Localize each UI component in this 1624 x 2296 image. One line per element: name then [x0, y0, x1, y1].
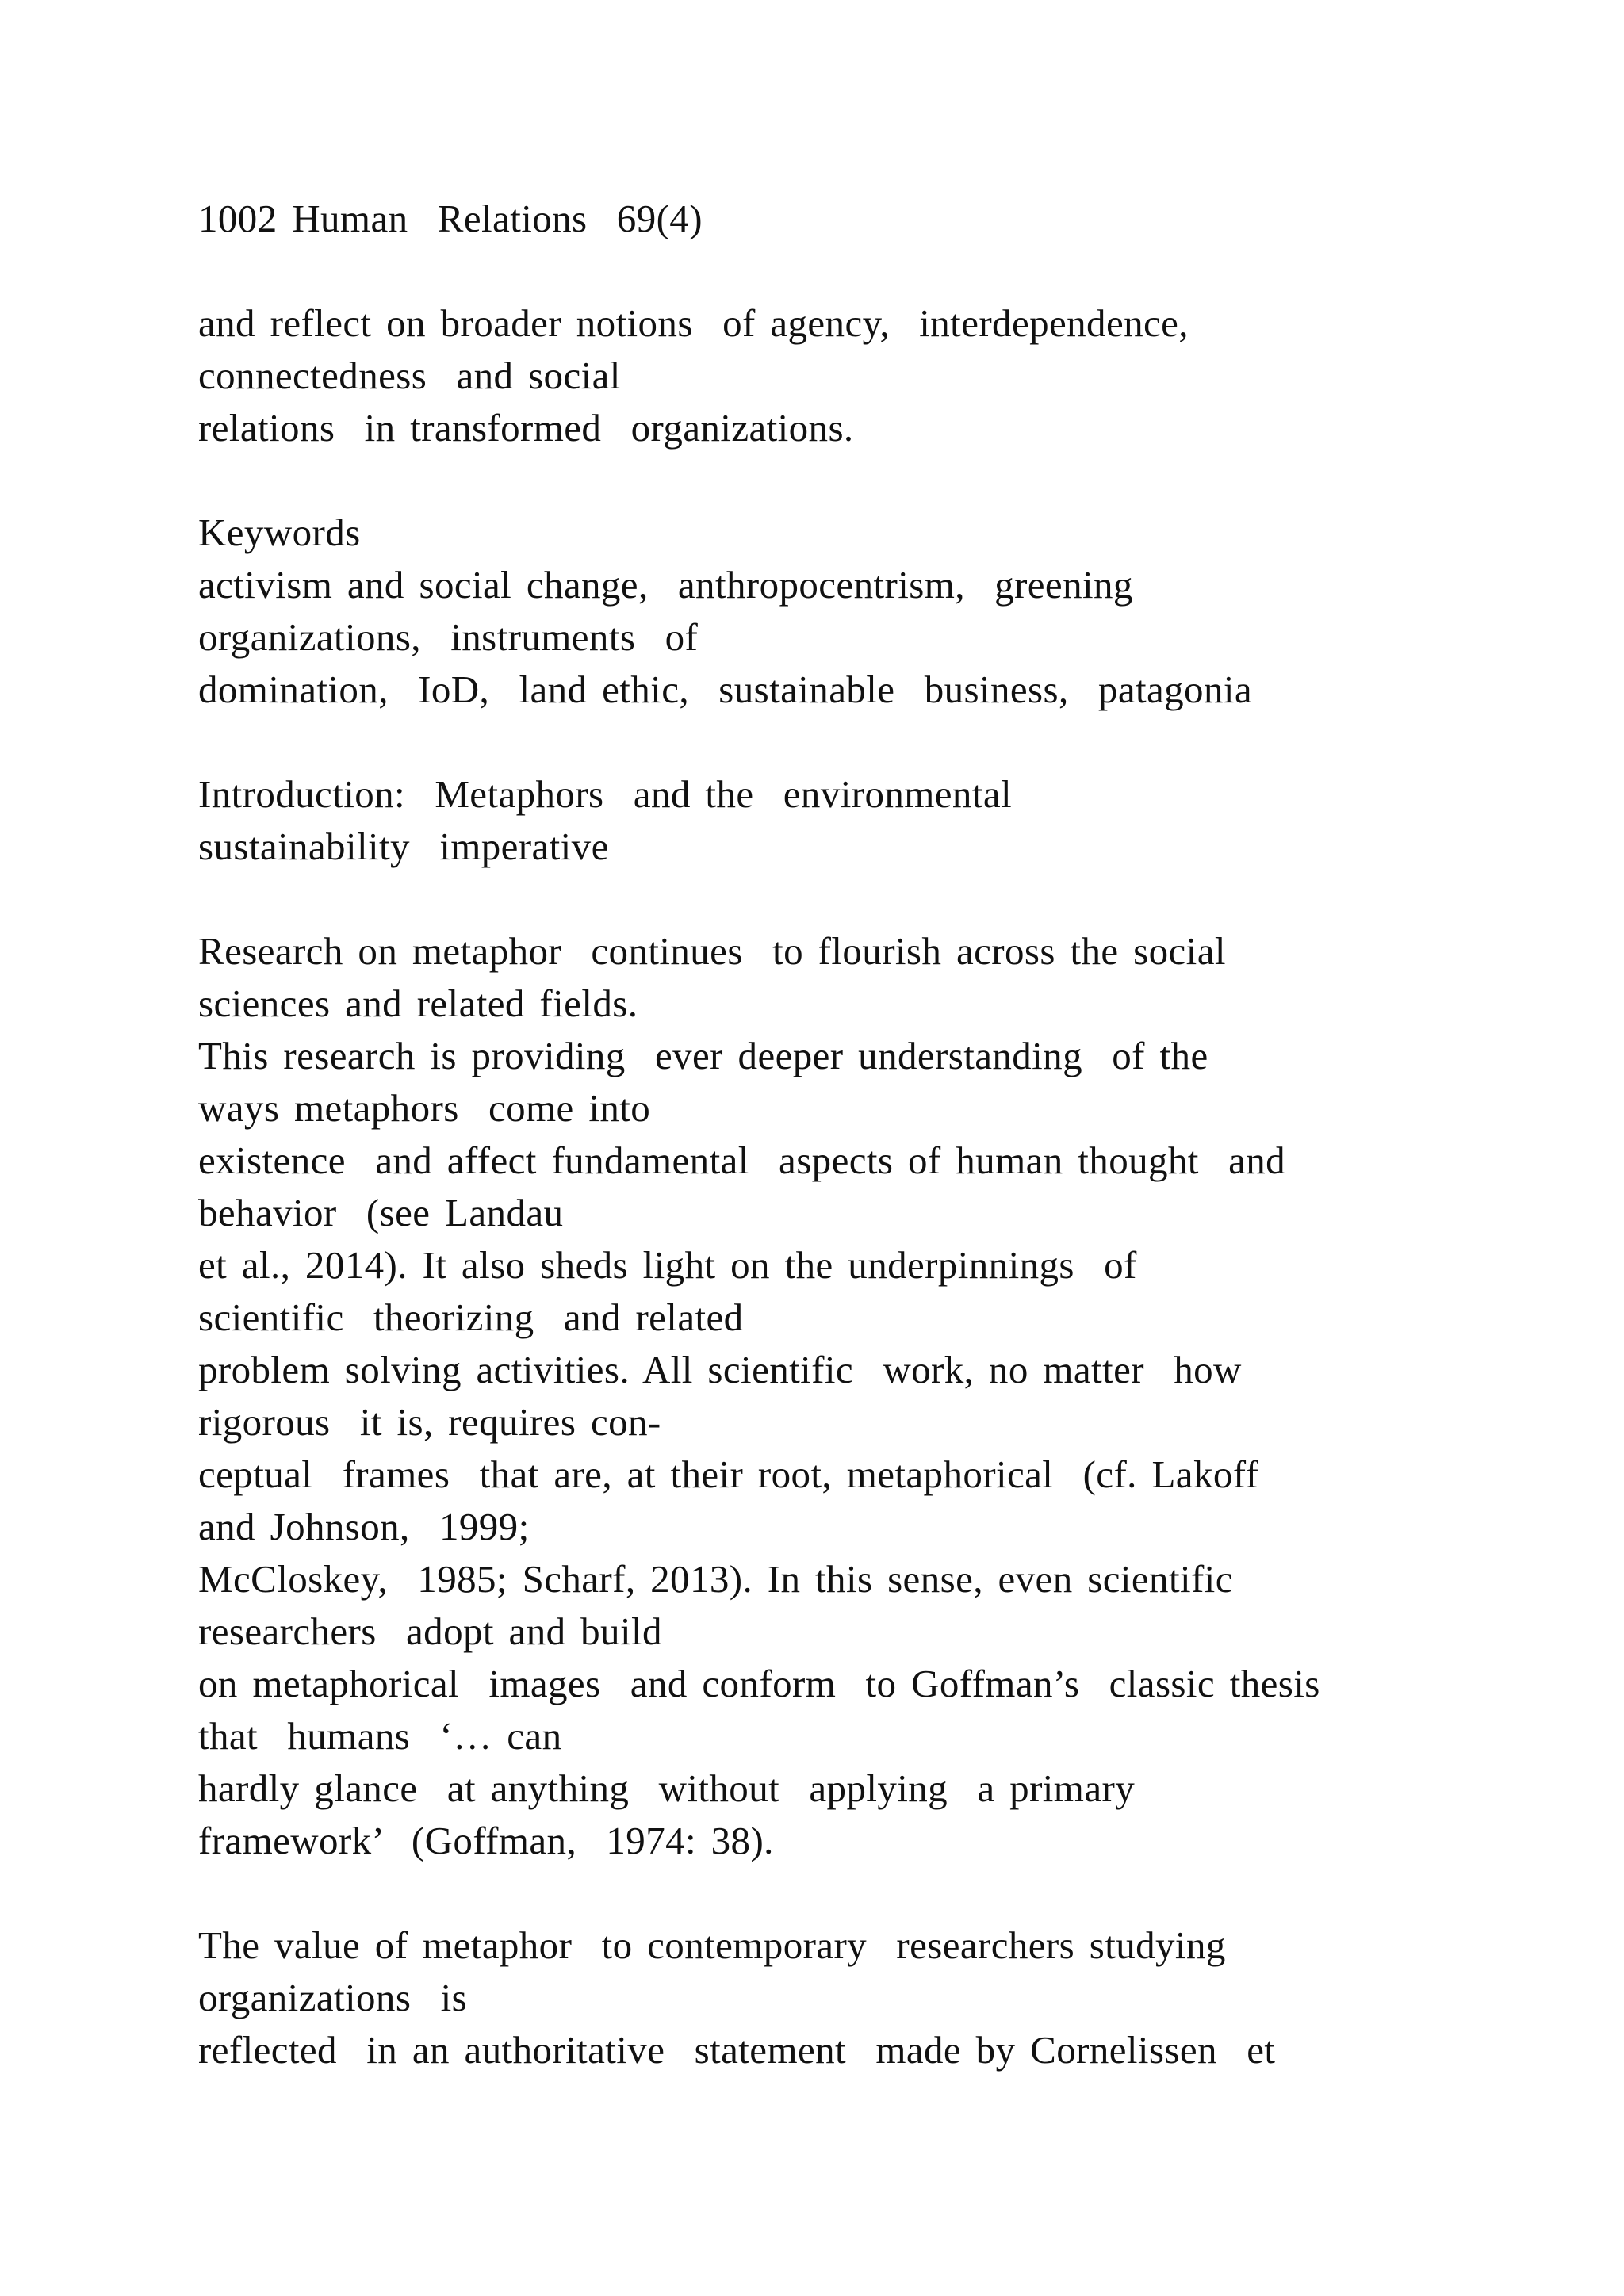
paragraph-line: framework’ (Goffman, 1974: 38). [198, 1819, 774, 1862]
spacer [198, 454, 1507, 507]
introduction-paragraph-1 [198, 925, 1507, 1867]
paragraph-line: organizations is [198, 1976, 468, 2019]
paragraph-line: existence and affect fundamental aspects of human thought and [198, 1138, 1286, 1182]
abstract-line: and reflect on broader notions of agency, interdependence, [198, 301, 1189, 345]
paragraph-line: rigorous it is, requires con- [198, 1400, 661, 1444]
keywords-line: domination, IoD, land ethic, sustainable business, patagonia [198, 668, 1253, 711]
paragraph-line: hardly glance at anything without applying a primary [198, 1766, 1136, 1810]
section-heading-line: sustainability imperative [198, 825, 609, 868]
paragraph-line: reflected in an authoritative statement made by Cornelissen et [198, 2028, 1276, 2072]
page-content [198, 193, 1507, 2076]
paragraph-line: problem solving activities. All scientific work, no matter how [198, 1348, 1242, 1391]
keywords-section [198, 507, 1507, 716]
paragraph-line: The value of metaphor to contemporary researchers studying [198, 1923, 1226, 1967]
paragraph-line: This research is providing ever deeper understanding of the [198, 1034, 1208, 1077]
paragraph-line: ways metaphors come into [198, 1086, 651, 1130]
abstract-line: relations in transformed organizations. [198, 406, 854, 450]
paragraph-line: and Johnson, 1999; [198, 1505, 530, 1548]
paragraph-line: Research on metaphor continues to flourish across the social [198, 929, 1226, 973]
spacer [198, 245, 1507, 297]
paragraph-line: ceptual frames that are, at their root, metaphorical (cf. Lakoff [198, 1452, 1259, 1496]
spacer [198, 1867, 1507, 1919]
paragraph-line: on metaphorical images and conform to Goffman’s classic thesis [198, 1662, 1320, 1705]
paragraph-line: et al., 2014). It also sheds light on the underpinnings of [198, 1243, 1137, 1287]
spacer [198, 716, 1507, 768]
keywords-line: organizations, instruments of [198, 615, 699, 659]
paragraph-line: McCloskey, 1985; Scharf, 2013). In this sense, even scientific [198, 1557, 1233, 1601]
keywords-line: activism and social change, anthropocentrism, greening [198, 563, 1133, 607]
abstract-line: connectedness and social [198, 354, 621, 397]
paragraph-line: that humans ‘… can [198, 1714, 562, 1758]
keywords-heading: Keywords [198, 511, 361, 554]
spacer [198, 873, 1507, 925]
introduction-heading [198, 768, 1507, 873]
section-heading-line: Introduction: Metaphors and the environmental [198, 772, 1012, 816]
paragraph-line: sciences and related fields. [198, 982, 638, 1025]
abstract-tail [198, 297, 1507, 454]
paragraph-line: scientific theorizing and related [198, 1295, 744, 1339]
introduction-paragraph-2 [198, 1919, 1507, 2076]
paragraph-line: behavior (see Landau [198, 1191, 564, 1234]
paragraph-line: researchers adopt and build [198, 1609, 662, 1653]
running-head: 1002 Human Relations 69(4) [198, 197, 703, 240]
